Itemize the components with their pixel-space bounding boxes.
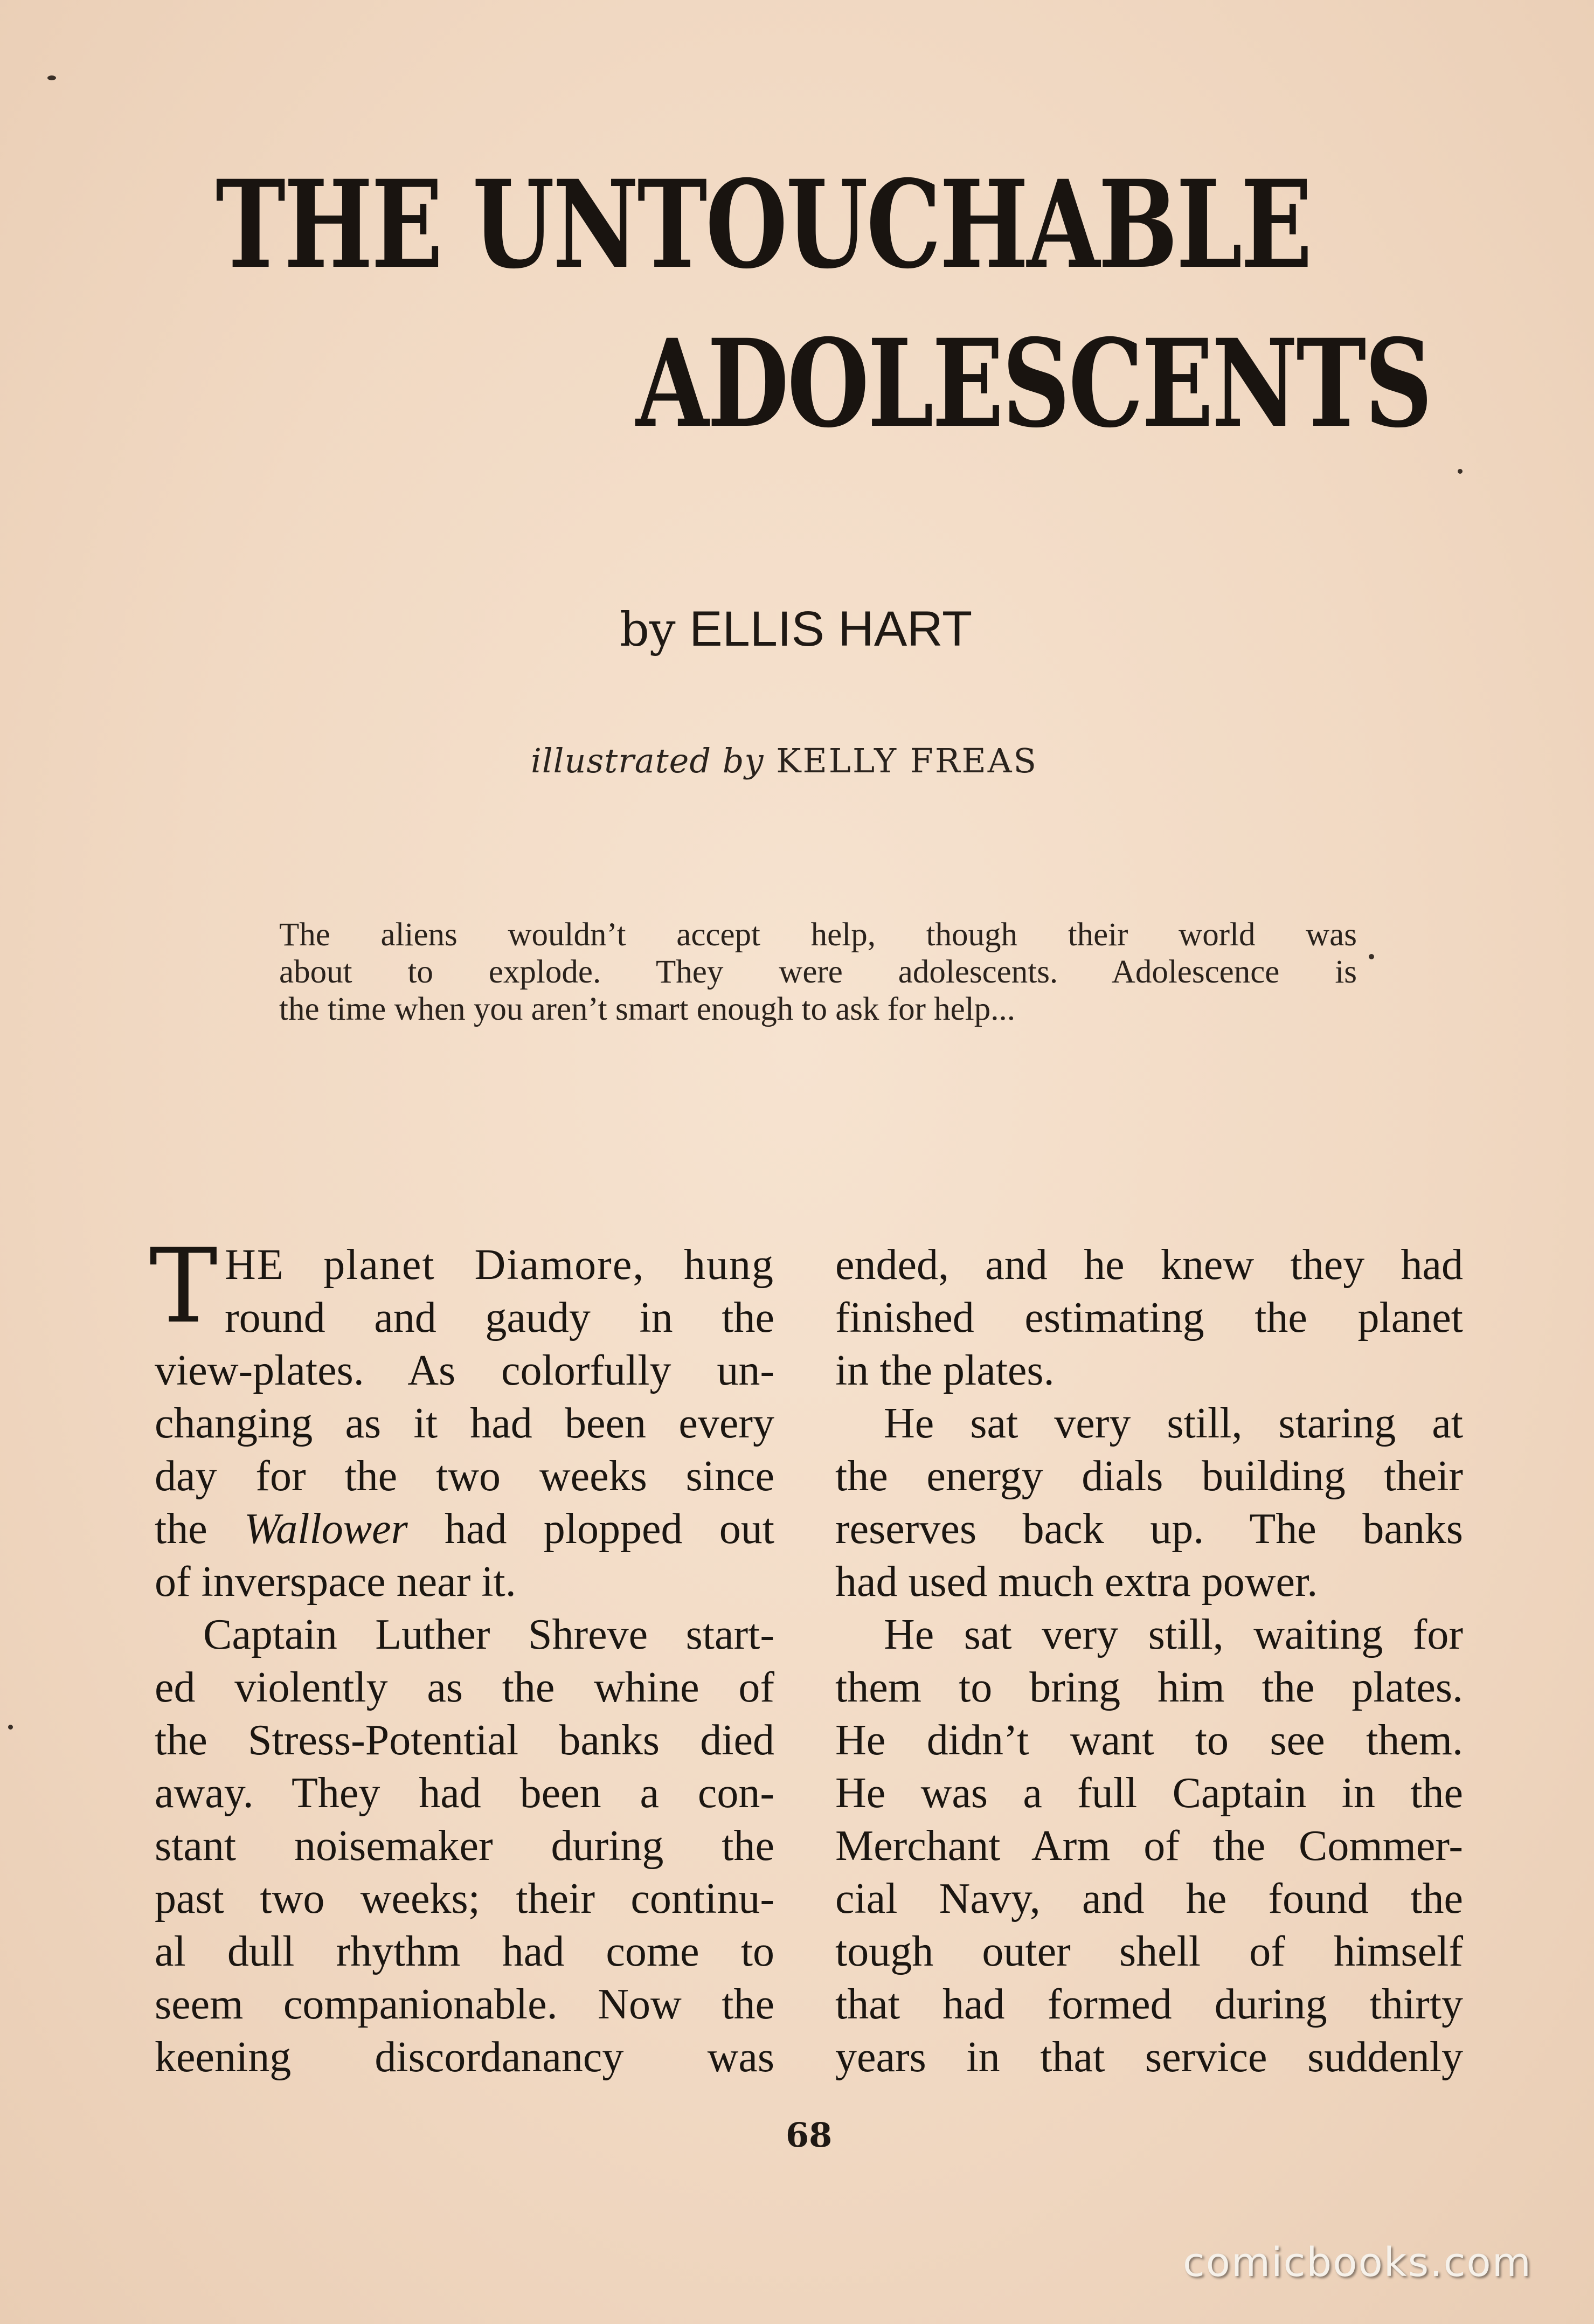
story-title-line-2: ADOLESCENTS: [636, 313, 1431, 454]
story-text: had plopped out: [445, 1505, 775, 1553]
story-title-line-1: THE UNTOUCHABLE: [216, 154, 1311, 295]
story-line: the Stress-Potential banks died: [155, 1717, 774, 1764]
story-line: day for the two weeks since: [155, 1452, 774, 1500]
story-opening-text: HE planet Diamore, hung: [225, 1241, 774, 1289]
story-line: He was a full Captain in the: [835, 1769, 1463, 1817]
story-line: ended, and he knew they had: [835, 1241, 1463, 1289]
blurb-line: The aliens wouldn’t accept help, though their world was: [279, 917, 1357, 953]
story-line: view-plates. As colorfully un-: [155, 1347, 774, 1394]
drop-cap: T: [149, 1227, 218, 1346]
illustrator-credit: [531, 741, 1038, 780]
story-line: had used much extra power.: [835, 1558, 1318, 1606]
text-column-left: [149, 1227, 775, 2084]
site-watermark: comicbooks.com: [1183, 2239, 1532, 2286]
story-line: the energy dials building their: [835, 1452, 1463, 1500]
story-line: Merchant Arm of the Commer-: [835, 1822, 1463, 1870]
author-name: ELLIS HART: [689, 601, 973, 656]
story-line: al dull rhythm had come to: [155, 1928, 774, 1975]
story-line: tough outer shell of himself: [835, 1928, 1463, 1975]
page-number: 68: [786, 2115, 833, 2155]
paper-speck: [1369, 954, 1374, 959]
story-line: round and gaudy in the: [225, 1294, 774, 1341]
story-line: past two weeks; their continu-: [155, 1875, 774, 1922]
story-line: in the plates.: [835, 1347, 1055, 1394]
story-line: cial Navy, and he found the: [835, 1875, 1463, 1922]
story-line: finished estimating the planet: [835, 1294, 1463, 1341]
story-line: ed violently as the whine of: [155, 1664, 774, 1711]
story-line: changing as it had been every: [155, 1400, 774, 1447]
story-line: of inverspace near it.: [155, 1558, 516, 1606]
ship-name: Wallower: [244, 1505, 408, 1553]
story-line: He sat very still, waiting for: [884, 1611, 1463, 1658]
story-line: that had formed during thirty: [835, 1981, 1463, 2028]
illustrator-label: illustrated by: [531, 741, 764, 780]
blurb-line: about to explode. They were adolescents. Adolescence is: [279, 954, 1357, 990]
text-column-right: [835, 1239, 1463, 2084]
story-line: [155, 1503, 774, 1555]
story-line: them to bring him the plates.: [835, 1664, 1463, 1711]
story-line: seem companionable. Now the: [155, 1981, 774, 2028]
story-line: Captain Luther Shreve start-: [203, 1611, 774, 1658]
story-line: reserves back up. The banks: [835, 1505, 1463, 1553]
story-blurb: [279, 916, 1357, 1028]
story-line: away. They had been a con-: [155, 1769, 774, 1817]
story-line: keening discordanancy was: [155, 2034, 774, 2081]
story-line: He sat very still, staring at: [884, 1400, 1463, 1447]
blurb-line: the time when you aren’t smart enough to ask for help...: [279, 991, 1015, 1027]
story-text: the: [155, 1505, 207, 1553]
byline-prefix: by: [620, 603, 676, 657]
illustrator-name: KELLY FREAS: [776, 741, 1038, 780]
paper-speck: [1458, 469, 1463, 474]
byline: [620, 601, 972, 658]
story-line: years in that service suddenly: [835, 2034, 1463, 2081]
story-line: [155, 1239, 774, 1291]
story-line: He didn’t want to see them.: [835, 1717, 1463, 1764]
paper-speck: [47, 75, 56, 80]
story-line: stant noisemaker during the: [155, 1822, 774, 1870]
paper-speck: [8, 1725, 13, 1730]
